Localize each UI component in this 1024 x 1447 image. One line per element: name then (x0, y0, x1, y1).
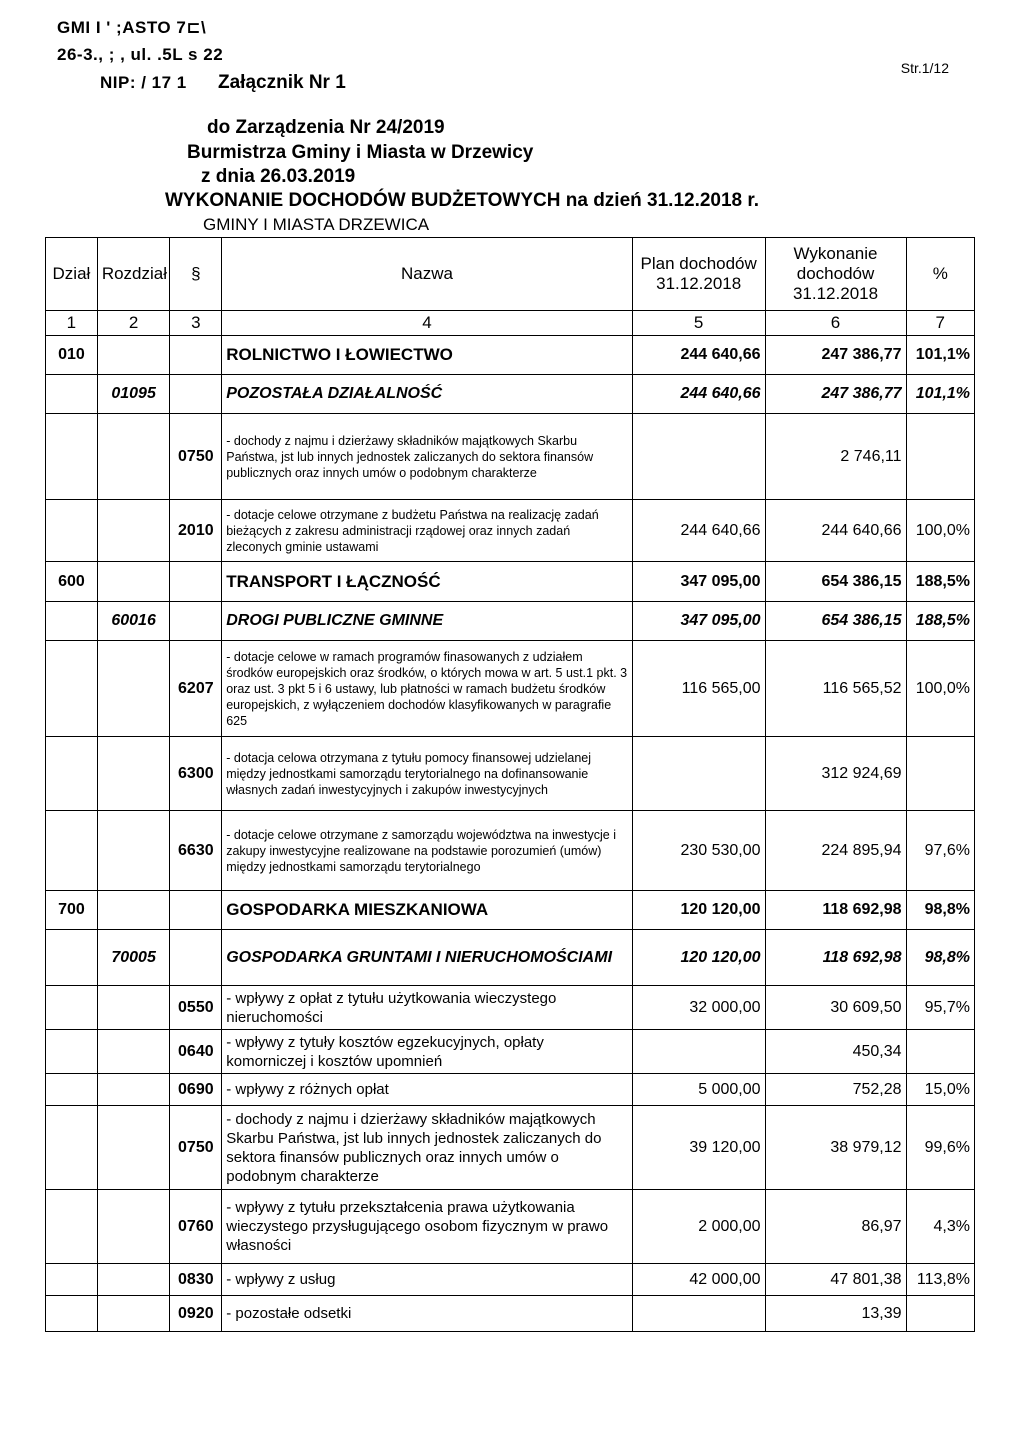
stamp-line-3: NIP: / 17 1 (100, 73, 187, 92)
cell-dzial (46, 641, 98, 737)
table-row (46, 811, 975, 891)
cell-paragraph (170, 891, 222, 930)
table-row (46, 1106, 975, 1190)
stamp-line-2: 26-3., ; , ul. .5L s 22 (57, 45, 224, 64)
cell-name: - dotacja celowa otrzymana z tytułu pomocy finansowej udzielanej między jednostkami samorządu terytorialnego na dofinansowanie własnych zadań inwestycyjnych i zakupów inwestycyjnych (222, 737, 633, 811)
cell-percent (906, 414, 974, 500)
cell-percent: 15,0% (906, 1074, 974, 1106)
cell-rozdzial (97, 986, 170, 1030)
cell-rozdzial (97, 414, 170, 500)
cell-dzial (46, 1264, 98, 1296)
cell-wykonanie: 752,28 (765, 1074, 906, 1106)
cell-name: - dochody z najmu i dzierżawy składników majątkowych Skarbu Państwa, jst lub innych jednostek zaliczanych do sektora finansów publicznych oraz innych umów o podobnym charakterze (222, 414, 633, 500)
cell-name: - wpływy z tytułu przekształcenia prawa użytkowania wieczystego przysługującego osobom fizycznym w prawo własności (222, 1190, 633, 1264)
cell-rozdzial (97, 891, 170, 930)
cell-wykonanie: 450,34 (765, 1030, 906, 1074)
col-index: 4 (222, 311, 633, 336)
col-index: 2 (97, 311, 170, 336)
cell-name: GOSPODARKA MIESZKANIOWA (222, 891, 633, 930)
cell-plan (632, 1296, 765, 1332)
col-header-wykonanie: Wykonanie dochodów 31.12.2018 (765, 238, 906, 311)
cell-rozdzial: 01095 (97, 375, 170, 414)
cell-wykonanie: 244 640,66 (765, 500, 906, 562)
table-row (46, 1296, 975, 1332)
cell-percent: 98,8% (906, 891, 974, 930)
cell-name: TRANSPORT I ŁĄCZNOŚĆ (222, 562, 633, 602)
cell-plan: 39 120,00 (632, 1106, 765, 1190)
col-header-plan: Plan dochodów 31.12.2018 (632, 238, 765, 311)
cell-rozdzial (97, 641, 170, 737)
cell-plan: 32 000,00 (632, 986, 765, 1030)
cell-percent: 4,3% (906, 1190, 974, 1264)
cell-wykonanie: 30 609,50 (765, 986, 906, 1030)
cell-name: - dochody z najmu i dzierżawy składników majątkowych Skarbu Państwa, jst lub innych jednostek zaliczanych do sektora finansów publicznych oraz innych umów o podobnym charakterze (222, 1106, 633, 1190)
cell-wykonanie: 654 386,15 (765, 562, 906, 602)
cell-rozdzial (97, 336, 170, 375)
cell-rozdzial: 70005 (97, 930, 170, 986)
cell-percent: 100,0% (906, 641, 974, 737)
table-row (46, 1030, 975, 1074)
cell-wykonanie: 47 801,38 (765, 1264, 906, 1296)
cell-plan: 42 000,00 (632, 1264, 765, 1296)
cell-plan: 230 530,00 (632, 811, 765, 891)
cell-percent: 98,8% (906, 930, 974, 986)
cell-dzial (46, 986, 98, 1030)
cell-rozdzial: 60016 (97, 602, 170, 641)
cell-name: - dotacje celowe w ramach programów finasowanych z udziałem środków europejskich oraz środków, o których mowa w art. 5 ust.1 pkt. 3 oraz ust. 3 pkt 5 i 6 ustawy, lub płatności w ramach budżetu środków europejskich, z wyłączeniem dochodów klasyfikowanych w paragrafie 625 (222, 641, 633, 737)
cell-paragraph (170, 930, 222, 986)
cell-paragraph (170, 562, 222, 602)
col-index: 5 (632, 311, 765, 336)
table-row (46, 1264, 975, 1296)
cell-percent (906, 737, 974, 811)
date-label: z dnia 26.03.2019 (201, 166, 356, 187)
mayor-label: Burmistrza Gminy i Miasta w Drzewicy (187, 142, 534, 163)
cell-paragraph: 0760 (170, 1190, 222, 1264)
cell-plan (632, 414, 765, 500)
table-row (46, 1190, 975, 1264)
cell-wykonanie: 118 692,98 (765, 930, 906, 986)
cell-name: - wpływy z tytuły kosztów egzekucyjnych, opłaty komorniczej i kosztów upomnień (222, 1030, 633, 1074)
cell-percent: 100,0% (906, 500, 974, 562)
table-row (46, 500, 975, 562)
cell-name: - pozostałe odsetki (222, 1296, 633, 1332)
cell-dzial: 600 (46, 562, 98, 602)
cell-percent: 113,8% (906, 1264, 974, 1296)
cell-plan: 116 565,00 (632, 641, 765, 737)
cell-percent: 188,5% (906, 562, 974, 602)
cell-name: - wpływy z opłat z tytułu użytkowania wieczystego nieruchomości (222, 986, 633, 1030)
cell-percent: 188,5% (906, 602, 974, 641)
cell-wykonanie: 312 924,69 (765, 737, 906, 811)
col-index: 3 (170, 311, 222, 336)
cell-paragraph: 0640 (170, 1030, 222, 1074)
cell-paragraph: 0830 (170, 1264, 222, 1296)
table-row (46, 986, 975, 1030)
cell-dzial (46, 602, 98, 641)
cell-rozdzial (97, 562, 170, 602)
page-number: Str.1/12 (900, 60, 949, 76)
cell-paragraph (170, 602, 222, 641)
table-row (46, 562, 975, 602)
cell-rozdzial (97, 1030, 170, 1074)
index-row (46, 311, 975, 336)
cell-rozdzial (97, 1106, 170, 1190)
cell-plan: 244 640,66 (632, 375, 765, 414)
cell-dzial (46, 1106, 98, 1190)
cell-wykonanie: 654 386,15 (765, 602, 906, 641)
cell-rozdzial (97, 1264, 170, 1296)
cell-wykonanie: 118 692,98 (765, 891, 906, 930)
cell-rozdzial (97, 1296, 170, 1332)
cell-wykonanie: 224 895,94 (765, 811, 906, 891)
table-row (46, 930, 975, 986)
cell-percent: 97,6% (906, 811, 974, 891)
cell-plan: 244 640,66 (632, 500, 765, 562)
cell-plan: 120 120,00 (632, 930, 765, 986)
cell-plan: 120 120,00 (632, 891, 765, 930)
revenue-table (45, 237, 975, 1332)
cell-paragraph: 0690 (170, 1074, 222, 1106)
cell-rozdzial (97, 500, 170, 562)
stamp-line-1: GMI I ' ;ASTO 7⊏\ (57, 18, 207, 37)
table-row (46, 375, 975, 414)
cell-paragraph: 6630 (170, 811, 222, 891)
cell-plan (632, 737, 765, 811)
cell-paragraph: 0550 (170, 986, 222, 1030)
cell-name: GOSPODARKA GRUNTAMI I NIERUCHOMOŚCIAMI (222, 930, 633, 986)
cell-dzial (46, 1074, 98, 1106)
cell-paragraph: 6207 (170, 641, 222, 737)
cell-plan: 347 095,00 (632, 562, 765, 602)
cell-plan: 347 095,00 (632, 602, 765, 641)
annex-label: Załącznik Nr 1 (218, 72, 346, 93)
cell-plan: 244 640,66 (632, 336, 765, 375)
cell-dzial (46, 500, 98, 562)
col-index: 6 (765, 311, 906, 336)
order-label: do Zarządzenia Nr 24/2019 (207, 117, 445, 138)
cell-paragraph: 0750 (170, 1106, 222, 1190)
cell-plan: 5 000,00 (632, 1074, 765, 1106)
cell-rozdzial (97, 811, 170, 891)
cell-paragraph (170, 375, 222, 414)
cell-name: - dotacje celowe otrzymane z budżetu Państwa na realizację zadań bieżących z zakresu administracji rządowej oraz innych zadań zleconych gminie ustawami (222, 500, 633, 562)
cell-name: POZOSTAŁA DZIAŁALNOŚĆ (222, 375, 633, 414)
report-title: WYKONANIE DOCHODÓW BUDŻETOWYCH na dzień 31.12.2018 r. (165, 190, 760, 211)
table-row (46, 737, 975, 811)
cell-name: - wpływy z różnych opłat (222, 1074, 633, 1106)
cell-paragraph: 2010 (170, 500, 222, 562)
entity-label: GMINY I MIASTA DRZEWICA (203, 215, 430, 234)
col-header-nazwa: Nazwa (222, 238, 633, 311)
cell-wykonanie: 2 746,11 (765, 414, 906, 500)
cell-percent (906, 1030, 974, 1074)
cell-paragraph (170, 336, 222, 375)
cell-dzial (46, 1190, 98, 1264)
table-row (46, 1074, 975, 1106)
col-header-dzial: Dział (46, 238, 98, 311)
cell-wykonanie: 13,39 (765, 1296, 906, 1332)
cell-wykonanie: 247 386,77 (765, 375, 906, 414)
cell-wykonanie: 86,97 (765, 1190, 906, 1264)
col-index: 1 (46, 311, 98, 336)
cell-percent: 101,1% (906, 375, 974, 414)
cell-rozdzial (97, 737, 170, 811)
cell-dzial: 700 (46, 891, 98, 930)
col-header-paragraph: § (170, 238, 222, 311)
header-row (46, 238, 975, 311)
cell-dzial (46, 414, 98, 500)
cell-plan (632, 1030, 765, 1074)
cell-dzial (46, 375, 98, 414)
cell-name: DROGI PUBLICZNE GMINNE (222, 602, 633, 641)
col-header-rozdzial: Rozdział (97, 238, 170, 311)
table-row (46, 336, 975, 375)
cell-percent: 95,7% (906, 986, 974, 1030)
cell-paragraph: 0920 (170, 1296, 222, 1332)
cell-name: - wpływy z usług (222, 1264, 633, 1296)
cell-plan: 2 000,00 (632, 1190, 765, 1264)
cell-wykonanie: 247 386,77 (765, 336, 906, 375)
cell-dzial (46, 930, 98, 986)
cell-dzial (46, 1030, 98, 1074)
table-row (46, 414, 975, 500)
col-index: 7 (906, 311, 974, 336)
cell-paragraph: 0750 (170, 414, 222, 500)
cell-paragraph: 6300 (170, 737, 222, 811)
cell-dzial (46, 1296, 98, 1332)
cell-percent: 101,1% (906, 336, 974, 375)
cell-wykonanie: 38 979,12 (765, 1106, 906, 1190)
cell-dzial (46, 737, 98, 811)
cell-dzial: 010 (46, 336, 98, 375)
col-header-percent: % (906, 238, 974, 311)
table-row (46, 602, 975, 641)
cell-name: - dotacje celowe otrzymane z samorządu województwa na inwestycje i zakupy inwestycyjne realizowane na podstawie porozumień (umów) między jednostkami samorządu terytorialnego (222, 811, 633, 891)
cell-rozdzial (97, 1190, 170, 1264)
table-row (46, 641, 975, 737)
cell-dzial (46, 811, 98, 891)
cell-percent (906, 1296, 974, 1332)
table-row (46, 891, 975, 930)
cell-name: ROLNICTWO I ŁOWIECTWO (222, 336, 633, 375)
cell-rozdzial (97, 1074, 170, 1106)
cell-wykonanie: 116 565,52 (765, 641, 906, 737)
cell-percent: 99,6% (906, 1106, 974, 1190)
